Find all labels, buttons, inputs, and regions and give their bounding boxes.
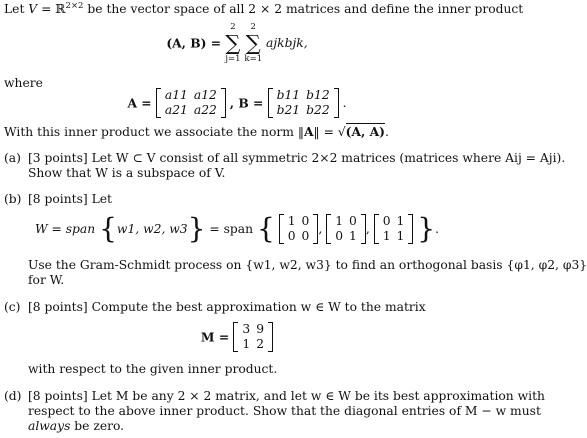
- part-d-line3: always be zero.: [28, 419, 125, 433]
- basis-matrix-3: 0 1 1 1: [374, 214, 414, 244]
- matrices-a-b: A = a11 a12 a21 a22 , B = b11 b12 b21 b22 .: [127, 88, 347, 117]
- intro-line: Let V = ℝ$^{2\times 2}$ be the vector space of all 2 × 2 matrices and define the inner product: [4, 1, 524, 16]
- inner-product-formula: (A, B) = 2 ∑ j=1 2 ∑ k=1 ajkbjk,: [166, 22, 308, 64]
- norm-line: With this inner product we associate the norm ‖A‖ = √(A, A).: [4, 124, 389, 139]
- part-d-line1: [8 points] Let M be any 2 × 2 matrix, and let w ∈ W be its best approximation with: [28, 389, 545, 403]
- part-b-label: (b): [4, 192, 22, 206]
- part-b-line1: [8 points] Let: [28, 192, 113, 206]
- sum-j: 2 ∑ j=1: [225, 22, 241, 64]
- part-d-label: (d): [4, 389, 22, 403]
- matrix-b: b11 b12 b21 b22: [268, 88, 339, 118]
- where-label: where: [4, 76, 43, 90]
- part-a-label: (a): [4, 151, 21, 165]
- part-c-label: (c): [4, 300, 21, 314]
- basis-matrix-1: 1 0 0 0: [279, 214, 319, 244]
- matrix-m-equation: M = 3 9 1 2: [0, 322, 474, 352]
- part-a-line1: [3 points] Let W ⊂ V consist of all symmetric 2×2 matrices (matrices where Aij = Aji).: [28, 151, 566, 165]
- basis-matrix-2: 1 0 0 1: [326, 214, 366, 244]
- part-d-line2: respect to the above inner product. Show that the diagonal entries of M − w must: [28, 404, 541, 418]
- part-a-line2: Show that W is a subspace of V.: [28, 166, 226, 180]
- part-b-line4: for W.: [28, 273, 65, 287]
- part-c-line1: [8 points] Compute the best approximation w ∈ W to the matrix: [28, 300, 426, 314]
- span-equation: W = span {w1, w2, w3} = span { 1 0 0 0 , 1 0 0 1 , 0 1 1 1 }.: [34, 212, 440, 245]
- sum-k: 2 ∑ k=1: [244, 22, 263, 64]
- matrix-a: a11 a12 a21 a22: [156, 88, 226, 118]
- matrix-m: 3 9 1 2: [233, 322, 273, 352]
- part-b-line3: Use the Gram-Schmidt process on {w1, w2, w3} to find an orthogonal basis {φ1, φ2, φ3}: [28, 258, 587, 272]
- part-c-line3: with respect to the given inner product.: [28, 362, 278, 376]
